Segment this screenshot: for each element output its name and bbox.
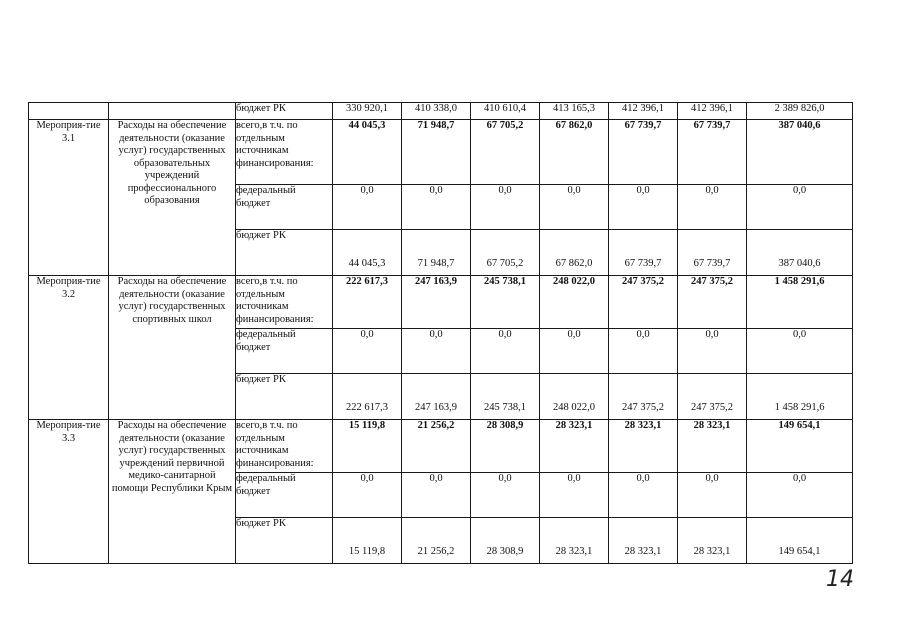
event-name: Мероприя-тие 3.2	[29, 276, 109, 420]
value-cell: 410 610,4	[471, 103, 540, 120]
value-cell: 247 375,2	[678, 374, 747, 420]
table-row	[29, 276, 853, 329]
event-name: Мероприя-тие 3.3	[29, 420, 109, 564]
page-number: 14	[826, 567, 854, 592]
event-cell	[29, 103, 109, 120]
total-cell: 1 458 291,6	[747, 374, 853, 420]
value-cell: 67 705,2	[471, 230, 540, 276]
source-cell: федеральный бюджет	[236, 185, 333, 230]
total-cell: 387 040,6	[747, 230, 853, 276]
total-cell: 387 040,6	[747, 120, 853, 185]
value-cell: 247 163,9	[402, 276, 471, 329]
value-cell: 15 119,8	[333, 518, 402, 564]
source-cell: федеральный бюджет	[236, 329, 333, 374]
description-cell	[109, 103, 236, 120]
value-cell: 222 617,3	[333, 374, 402, 420]
value-cell: 21 256,2	[402, 420, 471, 473]
value-cell: 0,0	[471, 329, 540, 374]
value-cell: 247 375,2	[609, 276, 678, 329]
value-cell: 247 163,9	[402, 374, 471, 420]
value-cell: 67 739,7	[609, 230, 678, 276]
value-cell: 67 739,7	[678, 230, 747, 276]
value-cell: 0,0	[471, 185, 540, 230]
source-cell: бюджет РК	[236, 374, 333, 420]
value-cell: 67 705,2	[471, 120, 540, 185]
total-cell: 149 654,1	[747, 420, 853, 473]
value-cell: 0,0	[333, 473, 402, 518]
value-cell: 0,0	[402, 473, 471, 518]
source-cell: бюджет РК	[236, 518, 333, 564]
event-name: Мероприя-тие 3.1	[29, 120, 109, 276]
value-cell: 28 323,1	[678, 420, 747, 473]
value-cell: 248 022,0	[540, 374, 609, 420]
value-cell: 67 739,7	[609, 120, 678, 185]
budget-table	[28, 102, 853, 564]
total-cell: 0,0	[747, 329, 853, 374]
value-cell: 0,0	[609, 329, 678, 374]
value-cell: 412 396,1	[609, 103, 678, 120]
value-cell: 0,0	[609, 185, 678, 230]
value-cell: 15 119,8	[333, 420, 402, 473]
value-cell: 44 045,3	[333, 120, 402, 185]
value-cell: 248 022,0	[540, 276, 609, 329]
value-cell: 410 338,0	[402, 103, 471, 120]
value-cell: 0,0	[333, 329, 402, 374]
value-cell: 67 862,0	[540, 120, 609, 185]
value-cell: 28 323,1	[609, 420, 678, 473]
value-cell: 247 375,2	[678, 276, 747, 329]
value-cell: 222 617,3	[333, 276, 402, 329]
source-cell: бюджет РК	[236, 103, 333, 120]
total-cell: 2 389 826,0	[747, 103, 853, 120]
event-description: Расходы на обеспечение деятельности (оказание услуг) государственных спортивных школ	[109, 276, 236, 420]
source-cell: всего,в т.ч. по отдельным источникам финансирования:	[236, 120, 333, 185]
total-cell: 149 654,1	[747, 518, 853, 564]
total-cell: 0,0	[747, 473, 853, 518]
value-cell: 0,0	[540, 329, 609, 374]
source-cell: всего,в т.ч. по отдельным источникам финансирования:	[236, 420, 333, 473]
value-cell: 28 323,1	[609, 518, 678, 564]
value-cell: 71 948,7	[402, 230, 471, 276]
value-cell: 28 323,1	[678, 518, 747, 564]
value-cell: 0,0	[540, 473, 609, 518]
value-cell: 245 738,1	[471, 374, 540, 420]
value-cell: 413 165,3	[540, 103, 609, 120]
value-cell: 412 396,1	[678, 103, 747, 120]
value-cell: 0,0	[402, 329, 471, 374]
value-cell: 0,0	[402, 185, 471, 230]
value-cell: 67 862,0	[540, 230, 609, 276]
total-cell: 0,0	[747, 185, 853, 230]
value-cell: 0,0	[678, 329, 747, 374]
table-row	[29, 420, 853, 473]
event-description: Расходы на обеспечение деятельности (оказание услуг) государственных образовательных учреждений профессионального образования	[109, 120, 236, 276]
value-cell: 28 308,9	[471, 518, 540, 564]
value-cell: 330 920,1	[333, 103, 402, 120]
value-cell: 0,0	[471, 473, 540, 518]
total-cell: 1 458 291,6	[747, 276, 853, 329]
table-row	[29, 103, 853, 120]
event-description: Расходы на обеспечение деятельности (оказание услуг) государственных учреждений первичной медико-санитарной помощи Республики Крым	[109, 420, 236, 564]
value-cell: 21 256,2	[402, 518, 471, 564]
value-cell: 0,0	[678, 473, 747, 518]
source-cell: федеральный бюджет	[236, 473, 333, 518]
value-cell: 44 045,3	[333, 230, 402, 276]
value-cell: 247 375,2	[609, 374, 678, 420]
value-cell: 67 739,7	[678, 120, 747, 185]
value-cell: 0,0	[678, 185, 747, 230]
value-cell: 28 308,9	[471, 420, 540, 473]
value-cell: 0,0	[540, 185, 609, 230]
value-cell: 0,0	[609, 473, 678, 518]
source-cell: бюджет РК	[236, 230, 333, 276]
value-cell: 71 948,7	[402, 120, 471, 185]
value-cell: 28 323,1	[540, 518, 609, 564]
value-cell: 0,0	[333, 185, 402, 230]
table-row	[29, 120, 853, 185]
value-cell: 245 738,1	[471, 276, 540, 329]
source-cell: всего,в т.ч. по отдельным источникам финансирования:	[236, 276, 333, 329]
value-cell: 28 323,1	[540, 420, 609, 473]
